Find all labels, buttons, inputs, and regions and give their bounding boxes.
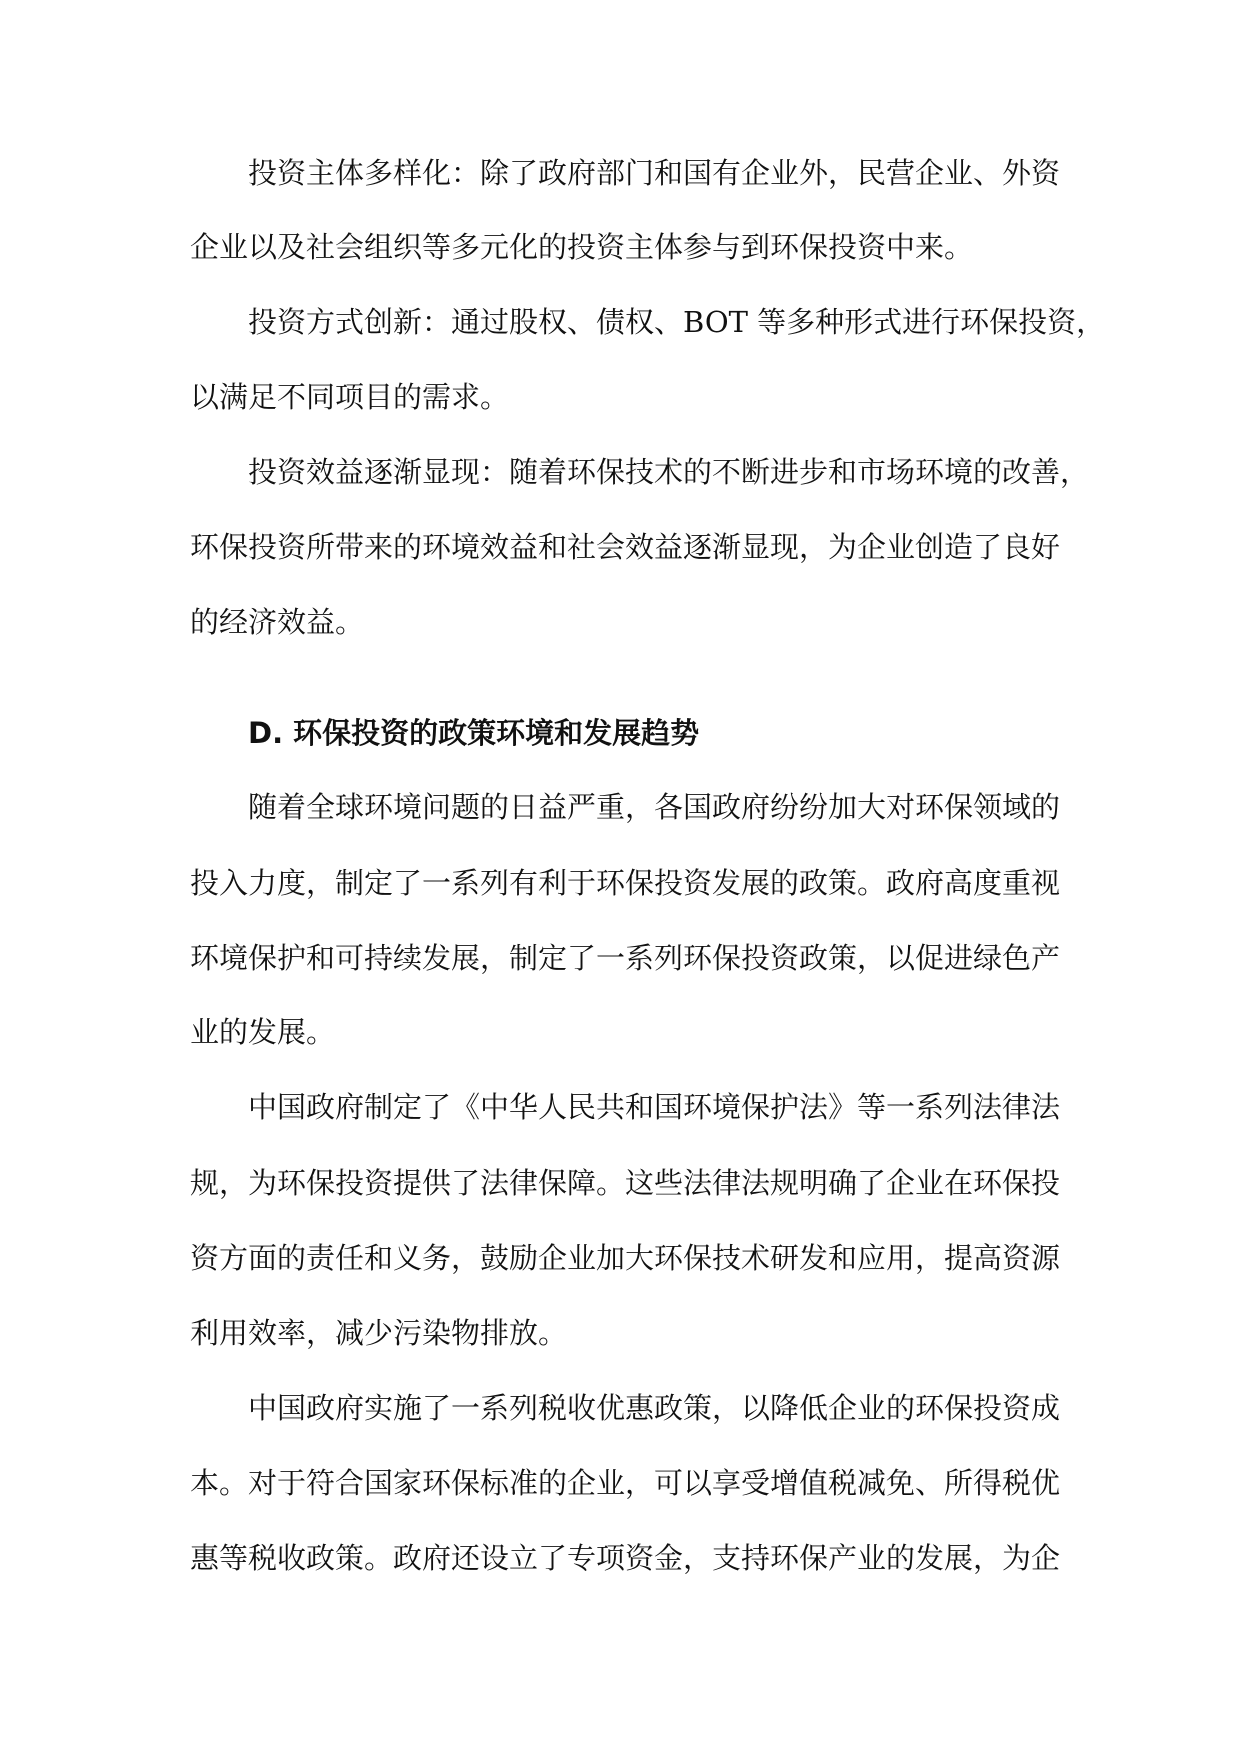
paragraph-3-line-1: 投资效益逐渐显现：随着环保技术的不断进步和市场环境的改善， (248, 455, 1090, 489)
paragraph-3-line-3: 的经济效益。 (190, 605, 365, 639)
paragraph-2-line-1: 投资方式创新：通过股权、债权、BOT 等多种形式进行环保投资， (248, 305, 1106, 339)
paragraph-1-line-1: 投资主体多样化：除了政府部门和国有企业外，民营企业、外资 (248, 156, 1061, 190)
paragraph-5-line-1: 中国政府制定了《中华人民共和国环境保护法》等一系列法律法 (248, 1090, 1061, 1124)
section-heading: D. 环保投资的政策环境和发展趋势 (248, 716, 700, 750)
paragraph-1-line-2: 企业以及社会组织等多元化的投资主体参与到环保投资中来。 (190, 230, 974, 264)
paragraph-2-line-2: 以满足不同项目的需求。 (190, 380, 510, 414)
paragraph-4-line-2: 投入力度，制定了一系列有利于环保投资发展的政策。政府高度重视 (190, 866, 1061, 900)
paragraph-5-line-3: 资方面的责任和义务，鼓励企业加大环保技术研发和应用，提高资源 (190, 1241, 1061, 1275)
paragraph-4-line-3: 环境保护和可持续发展，制定了一系列环保投资政策，以促进绿色产 (190, 941, 1061, 975)
paragraph-6-line-3: 惠等税收政策。政府还设立了专项资金，支持环保产业的发展，为企 (190, 1541, 1061, 1575)
paragraph-5-line-4: 利用效率，减少污染物排放。 (190, 1316, 568, 1350)
paragraph-3-line-2: 环保投资所带来的环境效益和社会效益逐渐显现，为企业创造了良好 (190, 530, 1061, 564)
paragraph-4-line-1: 随着全球环境问题的日益严重，各国政府纷纷加大对环保领域的 (248, 790, 1061, 824)
paragraph-4-line-4: 业的发展。 (190, 1015, 336, 1049)
paragraph-5-line-2: 规，为环保投资提供了法律保障。这些法律法规明确了企业在环保投 (190, 1166, 1061, 1200)
paragraph-6-line-2: 本。对于符合国家环保标准的企业，可以享受增值税减免、所得税优 (190, 1466, 1061, 1500)
paragraph-6-line-1: 中国政府实施了一系列税收优惠政策，以降低企业的环保投资成 (248, 1391, 1061, 1425)
